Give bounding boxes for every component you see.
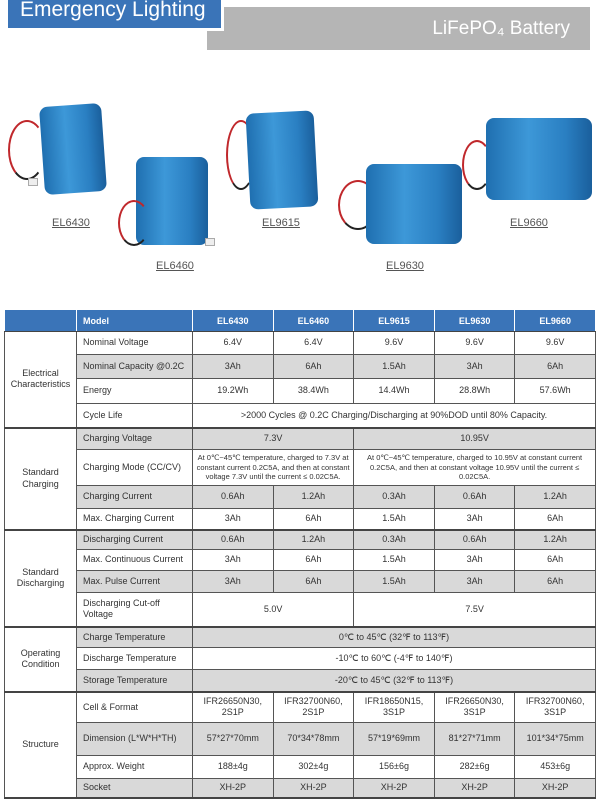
spec-value: 6Ah (273, 550, 354, 571)
spec-row (5, 550, 596, 571)
spec-value: XH-2P (354, 779, 435, 798)
spec-value: 0.6Ah (434, 530, 515, 550)
spec-value: 0℃ to 45℃ (32℉ to 113℉) (193, 627, 596, 648)
spec-row-label: Nominal Voltage (77, 332, 193, 355)
spec-value: At 0℃~45℃ temperature, charged to 10.95V at constant current 0.2C5A, and then at constant voltage 10.95V until the current ≤ 0.02C5A. (354, 450, 596, 486)
spec-row (5, 627, 596, 648)
spec-row-label: Energy (77, 379, 193, 404)
spec-value: 7.3V (193, 428, 354, 450)
header-model: EL9615 (354, 310, 435, 332)
spec-value: 6.4V (273, 332, 354, 355)
spec-row-label: Max. Pulse Current (77, 571, 193, 593)
spec-row-label: Max. Charging Current (77, 509, 193, 530)
spec-value: 6Ah (515, 550, 596, 571)
product-type-title: LiFePO₄ Battery (432, 18, 570, 39)
spec-row-label: Dimension (L*W*H*TH) (77, 723, 193, 756)
spec-value: 3Ah (193, 550, 274, 571)
spec-row-label: Discharging Current (77, 530, 193, 550)
spec-value: 0.3Ah (354, 486, 435, 509)
spec-value: 28.8Wh (434, 379, 515, 404)
spec-value: 6.4V (193, 332, 274, 355)
spec-value: 302±4g (273, 756, 354, 779)
spec-value: 3Ah (434, 550, 515, 571)
spec-value: -10℃ to 60℃ (-4℉ to 140℉) (193, 648, 596, 670)
spec-value: XH-2P (193, 779, 274, 798)
spec-row-label: Cell & Format (77, 692, 193, 723)
spec-row (5, 428, 596, 450)
spec-value: IFR32700N60, 2S1P (273, 692, 354, 723)
spec-row (5, 723, 596, 756)
spec-row-label: Charging Current (77, 486, 193, 509)
spec-row-label: Discharging Cut-off Voltage (77, 593, 193, 627)
spec-row (5, 670, 596, 692)
header-group-blank (5, 310, 77, 332)
spec-value: 1.2Ah (273, 486, 354, 509)
spec-row-label: Discharge Temperature (77, 648, 193, 670)
header-model: EL6430 (193, 310, 274, 332)
header-model-label: Model (77, 310, 193, 332)
spec-value: 9.6V (434, 332, 515, 355)
spec-value: 1.5Ah (354, 355, 435, 379)
spec-value: 6Ah (273, 355, 354, 379)
spec-value: 14.4Wh (354, 379, 435, 404)
header-model: EL9630 (434, 310, 515, 332)
spec-value: 6Ah (515, 355, 596, 379)
spec-row-label: Charge Temperature (77, 627, 193, 648)
spec-value: 0.3Ah (354, 530, 435, 550)
header-model: EL6460 (273, 310, 354, 332)
spec-group-label: Structure (5, 692, 77, 798)
spec-row-label: Charging Mode (CC/CV) (77, 450, 193, 486)
spec-value: 1.2Ah (515, 486, 596, 509)
spec-value: IFR26650N30, 3S1P (434, 692, 515, 723)
spec-row (5, 355, 596, 379)
spec-value: 57*27*70mm (193, 723, 274, 756)
spec-value: 9.6V (515, 332, 596, 355)
spec-value: 3Ah (193, 571, 274, 593)
spec-row-label: Storage Temperature (77, 670, 193, 692)
category-title: Emergency Lighting (20, 0, 206, 21)
spec-value: 5.0V (193, 593, 354, 627)
spec-value: At 0℃~45℃ temperature, charged to 7.3V at constant current 0.2C5A, and then at constant voltage 7.3V until the current ≤ 0.02C5A. (193, 450, 354, 486)
spec-value: 156±6g (354, 756, 435, 779)
spec-value: 1.5Ah (354, 571, 435, 593)
spec-row (5, 593, 596, 627)
spec-row (5, 379, 596, 404)
product-label: EL6430 (52, 217, 90, 229)
spec-value: 0.6Ah (193, 530, 274, 550)
spec-value: IFR26650N30, 2S1P (193, 692, 274, 723)
spec-value: 0.6Ah (193, 486, 274, 509)
spec-value: -20℃ to 45℃ (32℉ to 113℉) (193, 670, 596, 692)
spec-value: XH-2P (434, 779, 515, 798)
spec-row-label: Approx. Weight (77, 756, 193, 779)
spec-value: 81*27*71mm (434, 723, 515, 756)
spec-value: XH-2P (515, 779, 596, 798)
spec-row (5, 450, 596, 486)
category-banner (8, 0, 224, 31)
spec-row (5, 404, 596, 428)
spec-value: 1.5Ah (354, 550, 435, 571)
spec-value: 1.5Ah (354, 509, 435, 530)
spec-group-label: Standard Discharging (5, 530, 77, 627)
spec-row (5, 509, 596, 530)
spec-value: 19.2Wh (193, 379, 274, 404)
spec-table (4, 309, 596, 799)
product-type-banner (207, 7, 590, 50)
spec-row (5, 332, 596, 355)
spec-value: 3Ah (434, 571, 515, 593)
spec-row (5, 756, 596, 779)
spec-group-label: Standard Charging (5, 428, 77, 530)
spec-value: 453±6g (515, 756, 596, 779)
spec-value: XH-2P (273, 779, 354, 798)
spec-value: 6Ah (515, 509, 596, 530)
spec-value: 57*19*69mm (354, 723, 435, 756)
spec-group-label: Electrical Characteristics (5, 332, 77, 428)
spec-value: 70*34*78mm (273, 723, 354, 756)
spec-value: 0.6Ah (434, 486, 515, 509)
product-label: EL9615 (262, 217, 300, 229)
spec-value: 6Ah (273, 571, 354, 593)
spec-value: 7.5V (354, 593, 596, 627)
spec-value: IFR18650N15, 3S1P (354, 692, 435, 723)
spec-row (5, 779, 596, 798)
spec-row (5, 692, 596, 723)
product-label: EL6460 (156, 260, 194, 272)
spec-value: 3Ah (193, 509, 274, 530)
spec-value: 188±4g (193, 756, 274, 779)
spec-value: 1.2Ah (515, 530, 596, 550)
spec-value: 10.95V (354, 428, 596, 450)
header-model: EL9660 (515, 310, 596, 332)
product-label: EL9660 (510, 217, 548, 229)
spec-value: 1.2Ah (273, 530, 354, 550)
spec-table-header (5, 310, 596, 332)
spec-value: 3Ah (193, 355, 274, 379)
spec-row-label: Nominal Capacity @0.2C (77, 355, 193, 379)
spec-row-label: Charging Voltage (77, 428, 193, 450)
spec-value: 101*34*75mm (515, 723, 596, 756)
spec-value: >2000 Cycles @ 0.2C Charging/Discharging at 90%DOD until 80% Capacity. (193, 404, 596, 428)
spec-row-label: Socket (77, 779, 193, 798)
spec-value: 3Ah (434, 355, 515, 379)
spec-value: 38.4Wh (273, 379, 354, 404)
spec-value: IFR32700N60, 3S1P (515, 692, 596, 723)
spec-row (5, 571, 596, 593)
spec-row (5, 530, 596, 550)
spec-row-label: Max. Continuous Current (77, 550, 193, 571)
spec-row (5, 486, 596, 509)
spec-group-label: Operating Condition (5, 627, 77, 692)
spec-value: 282±6g (434, 756, 515, 779)
spec-value: 9.6V (354, 332, 435, 355)
product-label: EL9630 (386, 260, 424, 272)
spec-row-label: Cycle Life (77, 404, 193, 428)
spec-value: 6Ah (515, 571, 596, 593)
spec-value: 6Ah (273, 509, 354, 530)
spec-row (5, 648, 596, 670)
spec-value: 3Ah (434, 509, 515, 530)
spec-value: 57.6Wh (515, 379, 596, 404)
